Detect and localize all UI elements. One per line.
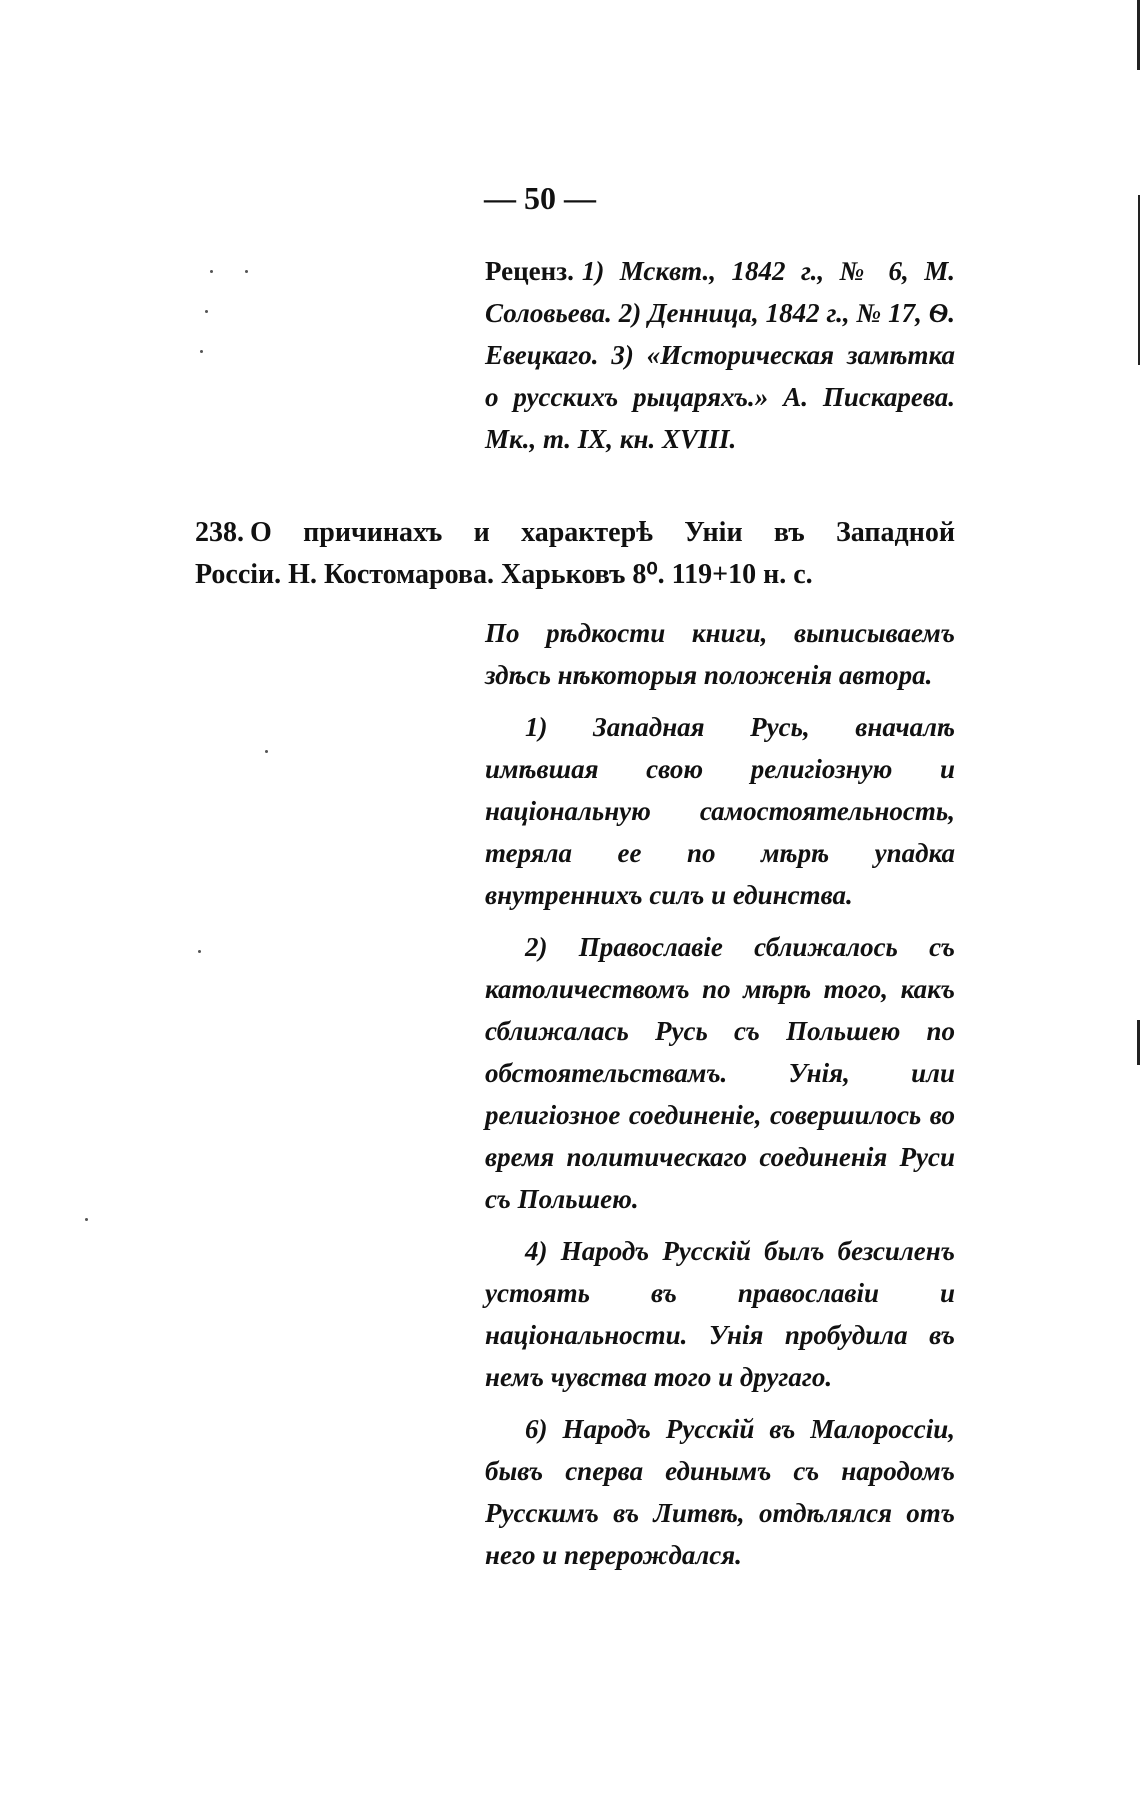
entry-number: 238. — [195, 517, 244, 548]
excerpts — [485, 612, 955, 1586]
scan-speck — [198, 950, 201, 953]
scan-speck — [265, 750, 268, 753]
scan-speck — [245, 270, 248, 273]
excerpts-intro: По рѣдкости книги, выписываемъ здѣсь нѣкоторыя положенія автора. — [485, 618, 955, 690]
scan-speck — [205, 310, 208, 313]
excerpt-item: 2) Православіе сближалось съ католичествомъ по мѣрѣ того, какъ сближалась Русь съ Польшею по обстоятельствамъ. Унія, или религіозное соединеніе, совершилось во время политическаго соединенія Руси съ Польшею. — [485, 932, 955, 1214]
review-label: Реценз. — [485, 256, 574, 286]
scan-speck — [200, 350, 203, 353]
scan-speck — [85, 1218, 88, 1221]
entry-title-line2: Россіи. Н. Костомарова. Харьковъ 8⁰. 119+10 н. с. — [195, 559, 813, 590]
bibliographic-entry — [195, 512, 955, 554]
excerpt-item: 4) Народъ Русскій былъ безсиленъ устоять въ православіи и національности. Унія пробудила въ немъ чувства того и другаго. — [485, 1236, 955, 1392]
entry-title-line1: О причинахъ и характерѣ Уніи въ Западной — [250, 517, 955, 548]
page-number: — 50 — — [484, 180, 596, 216]
review-note — [485, 250, 955, 460]
scan-speck — [210, 270, 213, 273]
review-text: 1) Мсквт., 1842 г., № 6, М. Соловьева. 2) Денница, 1842 г., № 17, Ѳ. Евецкаго. 3) «Историческая замѣтка о русскихъ рыцаряхъ.» А. Пискарева. Мк., т. IX, кн. XVIII. — [485, 256, 955, 454]
excerpt-item: 1) Западная Русь, вначалѣ имѣвшая свою религіозную и національную самостоятельность, теряла ее по мѣрѣ упадка внутреннихъ силъ и единства. — [485, 712, 955, 910]
excerpt-item: 6) Народъ Русскій въ Малороссіи, бывъ сперва единымъ съ народомъ Русскимъ въ Литвѣ, отдѣлялся отъ него и перерождался. — [485, 1414, 955, 1570]
